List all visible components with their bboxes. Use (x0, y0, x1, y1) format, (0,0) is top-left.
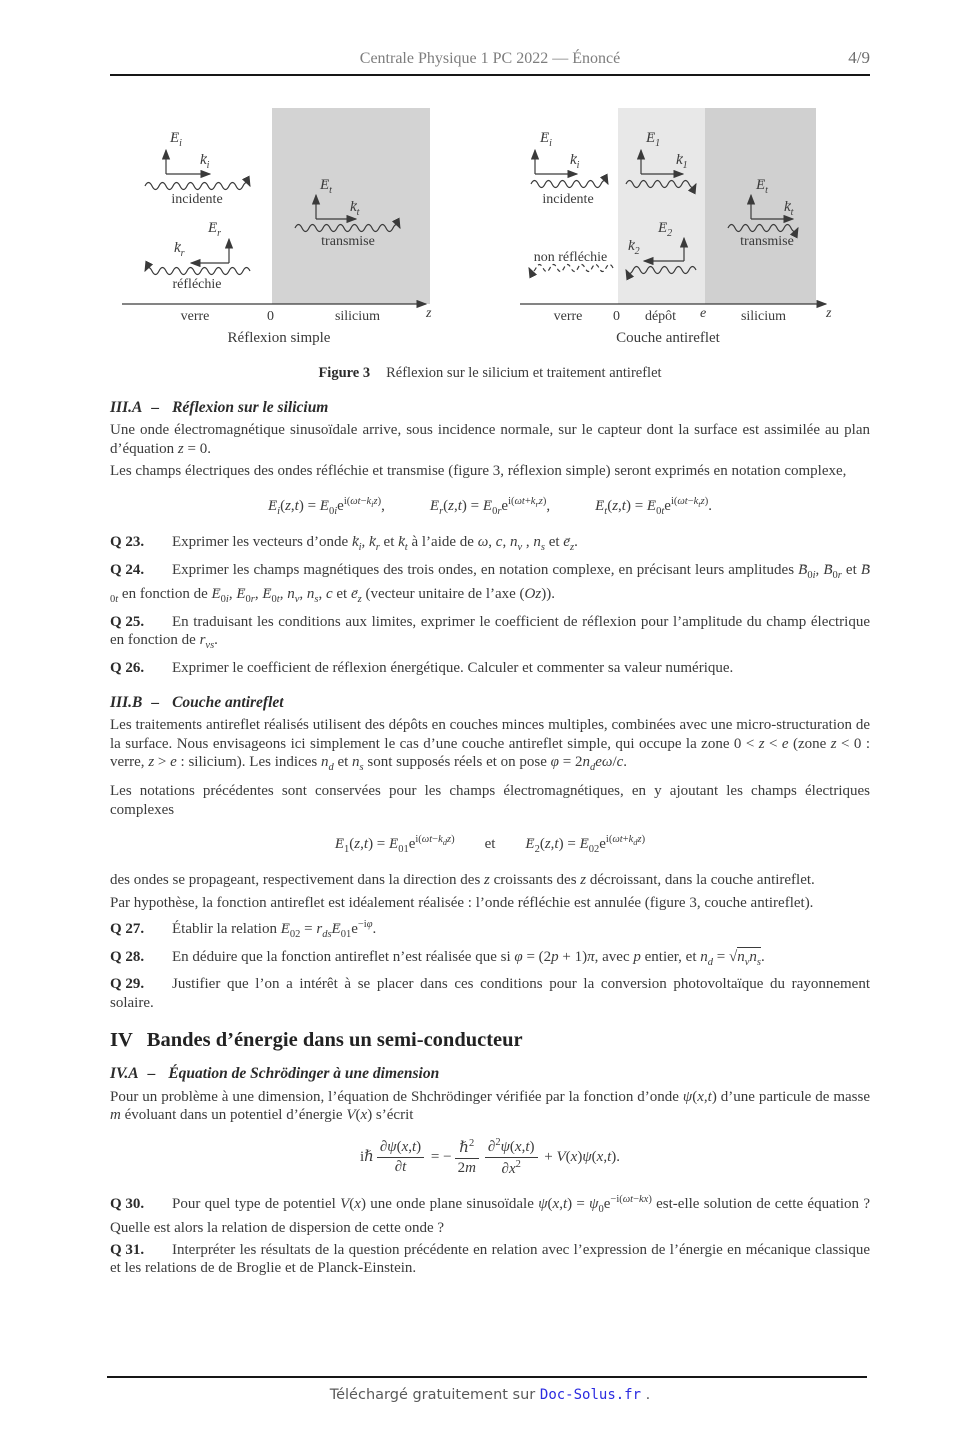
section-heading-iv (110, 1028, 870, 1051)
label-z-axis: z (426, 306, 432, 321)
label-k-1: $k \to_1$ (676, 152, 688, 174)
reflected-wave (145, 268, 250, 275)
equation-complex-fields: $E \to_i(z,t) = E \to_{0i}e^{i(\omega t-k_iz)}$, $E \to_r(z,t) = E \to_{0r}e^{i(\omega t+k_rz)}$, $E \to_t(z,t) = E \to_{0t}e^{i(\omega t-k_tz)}$. (110, 490, 870, 524)
label-silicium: silicium (740, 309, 787, 324)
label-E-i: $E \to_i$ (170, 130, 182, 152)
transmitted-wave (295, 225, 400, 232)
section-separator: – (147, 1065, 156, 1083)
question-label: Q 28. (110, 948, 145, 965)
label-k-i: $k \to_i$ (570, 152, 579, 174)
header-title: Centrale Physique 1 PC 2022 — Énoncé (359, 50, 621, 67)
footer-suffix: . (645, 1387, 651, 1403)
label-verre: verre (553, 309, 583, 324)
question-label: Q 29. (110, 976, 145, 993)
section-title: Équation de Schrödinger à une dimension (168, 1065, 440, 1083)
label-z-axis: z (826, 306, 832, 321)
label-E-t: $E \to_t$ (320, 177, 332, 199)
page-header (110, 0, 870, 76)
label-transmise: transmise (321, 234, 375, 249)
question-text: Établir la relation $E \to_{02} = r_{ds}E \to_{01}e^{-i\varphi}$. (172, 921, 376, 937)
question-label: Q 27. (110, 921, 145, 938)
label-reflechie: réfléchie (172, 277, 222, 292)
question-text: Exprimer le coefficient de réflexion énergétique. Calculer et commenter sa valeur numérique. (172, 659, 734, 676)
label-zero: 0 (613, 309, 620, 324)
question-28 (110, 948, 870, 973)
figure-caption-text: Réflexion sur le silicium et traitement antireflet (386, 365, 662, 381)
question-text: Exprimer les vecteurs d’onde $k \to_i$, $k \to_r$ et $k \to_t$ à l’aide de ω, c, $n_v$ , $n_s$ et $e \to_z$. (172, 534, 578, 550)
doc-solus-link[interactable]: Doc-Solus.fr (539, 1387, 642, 1403)
label-k-2: $k \to_2$ (628, 238, 640, 260)
paragraph: des ondes se propageant, respectivement dans la direction des z croissants des z décroissant, dans la couche antireflet. (110, 872, 815, 889)
paragraph: Les champs électriques des ondes réfléchie et transmise (figure 3, réflexion simple) seront exprimés en notation complexe, (110, 463, 847, 480)
e2-wave (626, 267, 696, 274)
footer-rule (107, 1376, 867, 1378)
reflected-frame-arrows (191, 239, 229, 263)
label-k-r: $k \to_r$ (174, 240, 185, 262)
question-30 (110, 1191, 870, 1238)
question-label: Q 24. (110, 561, 145, 578)
label-k-t: $k \to_t$ (350, 199, 359, 221)
diagram-title-left: Réflexion simple (227, 330, 331, 346)
label-e-boundary: e (700, 306, 707, 321)
section-title: Couche antireflet (172, 693, 284, 711)
incident-wave (531, 181, 608, 188)
question-label: Q 25. (110, 613, 145, 630)
question-text: Pour quel type de potentiel V(x) une onde plane sinusoïdale $\psi(x,t) = \psi_0e^{-i(\omega t-kx)}$ est-elle solution de cette équation ? Quelle est alors la relation de dispersion de cette onde ? (110, 1193, 871, 1237)
question-label: Q 23. (110, 533, 145, 550)
section-title: Bandes d’énergie dans un semi-conducteur (146, 1028, 523, 1051)
label-k-i: $k \to_i$ (200, 152, 209, 174)
paragraph: Une onde électromagnétique sinusoïdale arrive, sous incidence normale, sur le capteur dont la surface est assimilée au plan d’équation z = 0. (110, 422, 870, 457)
label-non-reflechie: non réfléchie (533, 250, 608, 265)
equation-schrodinger: iℏ $\frac{\partial\psi(x,t)}{\partial t}$ = − $\frac{\hbar^2}{2m}$ $\frac{\partial^2\psi(x,t)}{\partial x^2}$ + V(x)ψ(x,t). (359, 1137, 620, 1178)
paragraph: Pour un problème à une dimension, l’équation de Shchrödinger vérifiée par la fonction d’onde ψ(x,t) d’une particule de masse m évoluant dans un potentiel d’énergie V(x) s’écrit (110, 1088, 871, 1124)
page-number: 4/9 (848, 48, 870, 67)
label-E-i: $E \to_i$ (540, 130, 552, 152)
label-E-t: $E \to_t$ (756, 177, 768, 199)
label-depot: dépôt (644, 309, 677, 324)
e1-wave (626, 181, 696, 188)
section-separator: – (151, 398, 160, 416)
label-silicium: silicium (334, 309, 381, 324)
label-transmise: transmise (740, 234, 794, 249)
label-zero: 0 (267, 309, 274, 324)
label-incidente: incidente (171, 192, 223, 207)
diagram-title-right: Couche antireflet (616, 330, 720, 346)
incident-wave (145, 183, 250, 190)
question-label: Q 26. (110, 659, 145, 676)
figure-3 (110, 108, 870, 354)
question-24 (110, 561, 870, 610)
section-heading-iiib (110, 694, 870, 713)
label-k-t: $k \to_t$ (784, 199, 793, 221)
paragraph: Les notations précédentes sont conservées pour les champs électromagnétiques, en y ajoutant les champs électriques complexes (110, 782, 870, 818)
question-text: Justifier que l’on a intérêt à se placer dans ces conditions pour la conversion photovoltaïque du rayonnement solaire. (110, 976, 870, 1012)
section-number: IV.A (110, 1065, 139, 1083)
equation-e1-e2: $E \to_1(z,t) = E \to_{01}e^{i(\omega t-k_dz)}$ et $E \to_2(z,t) = E \to_{02}e^{i(\omega t+k_dz)}$ (110, 828, 870, 862)
figure-caption-label: Figure 3 (318, 365, 371, 381)
question-29 (110, 975, 870, 1012)
footer (0, 1387, 980, 1403)
question-27 (110, 916, 870, 945)
section-heading-iva (110, 1065, 870, 1084)
section-title: Réflexion sur le silicium (172, 398, 329, 416)
question-text: Interpréter les résultats de la question précédente en relation avec l’expression de l’énergie en mécanique classique et les relations de de Broglie et de Planck-Einstein. (110, 1241, 870, 1277)
question-25 (110, 613, 870, 656)
figure-caption (110, 364, 870, 383)
question-label: Q 30. (110, 1195, 145, 1212)
question-text: En déduire que la fonction antireflet n’est réalisée que si φ = (2p + 1)π, avec p entier, et $n_d = √n_vn_s$. (172, 948, 765, 968)
diagram-reflexion-simple (120, 108, 438, 354)
diagram-couche-antireflet (518, 108, 838, 354)
footer-prefix: Téléchargé gratuitement sur (329, 1387, 536, 1403)
section-number: III.B (110, 693, 143, 711)
section-separator: – (151, 693, 160, 711)
question-31 (110, 1241, 870, 1278)
paragraph: Les traitements antireflet réalisés utilisent des dépôts en couches minces multiples, combinées avec une micro-structuration de la surface. Nous envisageons ici simplement le cas d’une couche antireflet simple, qui occupe la zone 0 < z < e (zone z < 0 : verre, z > e : silicium). Les indices $n_d$ et $n_s$ sont supposés réels et on pose $\varphi = 2n_de\omega/c$. (110, 717, 870, 774)
question-text: En traduisant les conditions aux limites, exprimer le coefficient de réflexion pour l’amplitude du champ électrique en fonction de $r_{vs}$. (110, 613, 870, 652)
section-number: IV (110, 1028, 133, 1051)
page-content (110, 108, 870, 1278)
section-number: III.A (110, 398, 143, 416)
label-verre: verre (180, 309, 210, 324)
transmitted-wave (728, 225, 798, 232)
label-E-1: $E \to_1$ (646, 130, 660, 152)
question-26 (110, 659, 870, 678)
label-E-2: $E \to_2$ (658, 220, 672, 242)
question-23 (110, 533, 870, 558)
question-text: Exprimer les champs magnétiques des trois ondes, en notation complexe, en précisant leurs amplitudes $B \to_{0i}$, $B \to_{0r}$ et $B \to_{0t}$ en fonction de $E \to_{0i}$, $E \to_{0r}$, $E \to_{0t}$, $n_v$, $n_s$, c et $e \to_z$ (vecteur unitaire de l’axe (Oz)). (110, 562, 870, 603)
section-heading-iiia (110, 399, 870, 418)
label-incidente: incidente (542, 192, 594, 207)
paragraph: Par hypothèse, la fonction antireflet est idéalement réalisée : l’onde réfléchie est annulée (figure 3, couche antireflet). (110, 894, 814, 911)
label-E-r: $E \to_r$ (208, 220, 221, 242)
question-label: Q 31. (110, 1241, 145, 1258)
